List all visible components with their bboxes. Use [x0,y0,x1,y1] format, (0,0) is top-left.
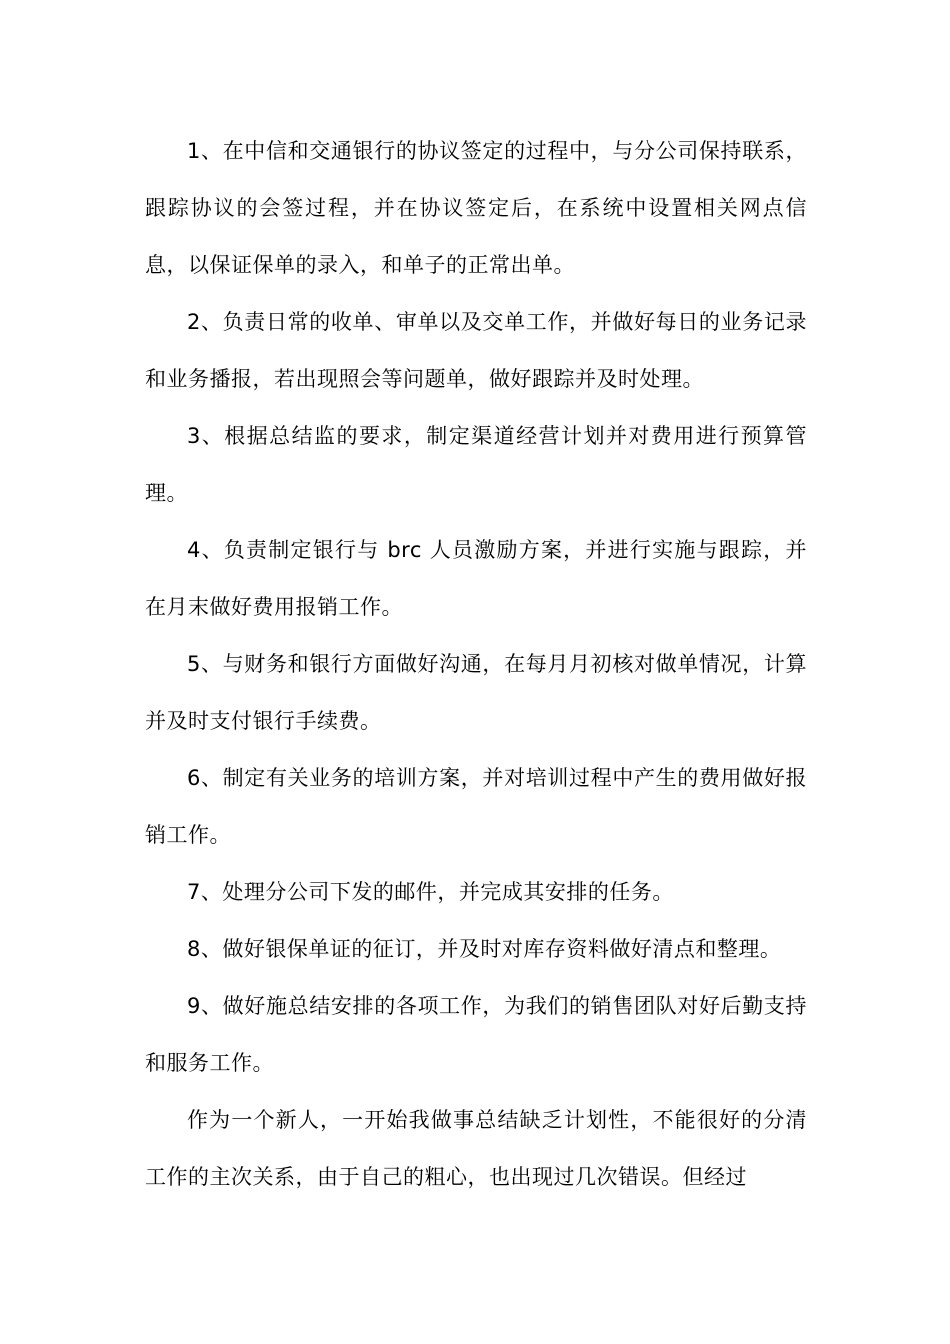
paragraph-5: 5、与财务和银行方面做好沟通，在每月月初核对做单情况，计算并及时支付银行手续费。 [145,652,807,733]
paragraph-4: 4、负责制定银行与 brc 人员激励方案，并进行实施与跟踪，并在月末做好费用报销工作。 [145,538,807,619]
document-body [145,123,807,1206]
paragraph-10: 作为一个新人，一开始我做事总结缺乏计划性，不能很好的分清工作的主次关系，由于自己的粗心，也出现过几次错误。但经过 [145,1108,807,1189]
paragraph-8: 8、做好银保单证的征订，并及时对库存资料做好清点和整理。 [187,937,782,961]
paragraph-6: 6、制定有关业务的培训方案，并对培训过程中产生的费用做好报销工作。 [145,766,807,847]
paragraph-2: 2、负责日常的收单、审单以及交单工作，并做好每日的业务记录和业务播报，若出现照会等问题单，做好跟踪并及时处理。 [145,310,807,391]
paragraph-3: 3、根据总结监的要求，制定渠道经营计划并对费用进行预算管理。 [145,424,807,505]
paragraph-1: 1、在中信和交通银行的协议签定的过程中，与分公司保持联系，跟踪协议的会签过程，并在协议签定后，在系统中设置相关网点信息，以保证保单的录入，和单子的正常出单。 [145,139,807,277]
paragraph-7: 7、处理分公司下发的邮件，并完成其安排的任务。 [187,880,674,904]
paragraph-9: 9、做好施总结安排的各项工作，为我们的销售团队对好后勤支持和服务工作。 [145,994,807,1075]
